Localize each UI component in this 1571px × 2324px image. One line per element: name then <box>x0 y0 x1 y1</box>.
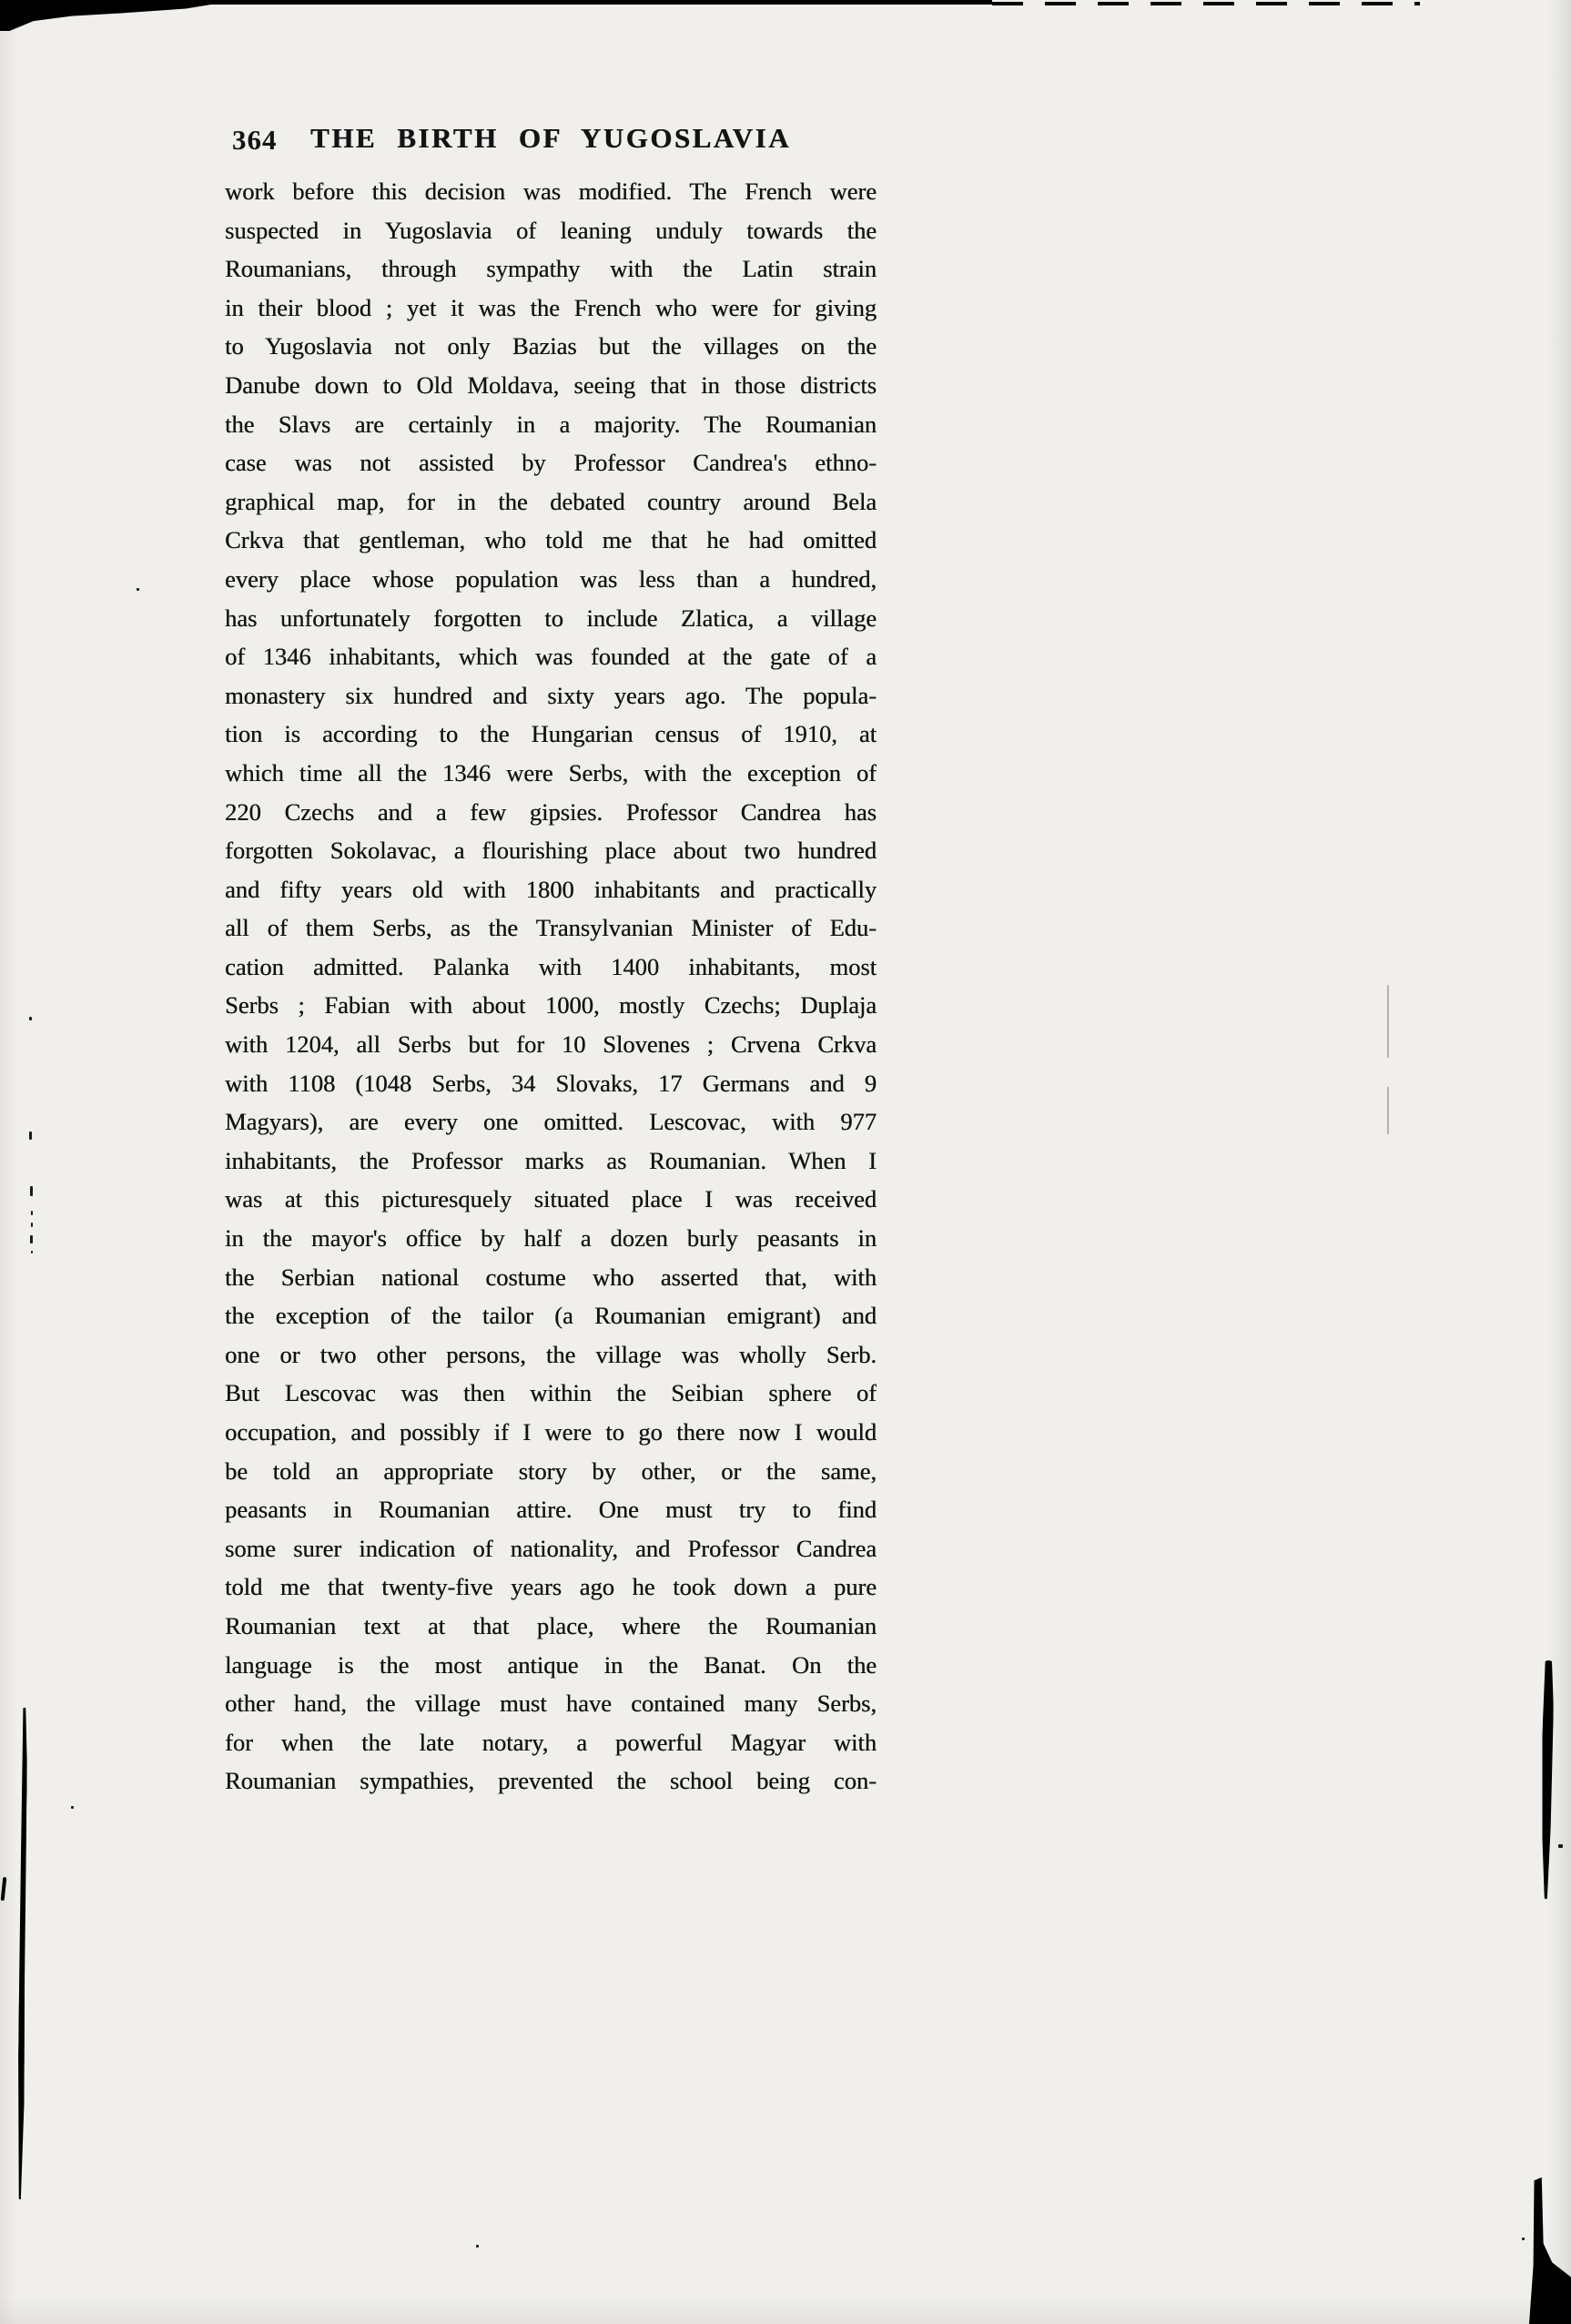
text-line: occupation, and possibly if I were to go there now I would <box>225 1418 877 1446</box>
text-line: Magyars), are every one omitted. Lescovac, with 977 <box>225 1108 877 1136</box>
text-line: graphical map, for in the debated country around Bela <box>225 487 877 515</box>
scan-artifact-right-pen-stroke <box>1541 1660 1555 1899</box>
scan-artifact-fold-line <box>1387 985 1389 1058</box>
page-title: THE BIRTH OF YUGOSLAVIA <box>310 122 791 154</box>
text-line: every place whose population was less than a hundred, <box>225 564 877 593</box>
text-line: be told an appropriate story by other, or the same, <box>225 1456 877 1485</box>
text-line: peasants in Roumanian attire. One must try to find <box>225 1496 877 1524</box>
text-line: the exception of the tailor (a Roumanian emigrant) and <box>225 1302 877 1330</box>
text-line: of 1346 inhabitants, which was founded at the gate of a <box>225 643 877 671</box>
scan-artifact-speck <box>476 2245 479 2248</box>
scan-artifact-speck <box>71 1806 74 1809</box>
text-line: cation admitted. Palanka with 1400 inhabitants, most <box>225 952 877 980</box>
text-line: case was not assisted by Professor Candrea's ethno- <box>225 449 877 477</box>
text-line: one or two other persons, the village was wholly Serb. <box>225 1340 877 1368</box>
scan-artifact-speck <box>29 1132 32 1140</box>
text-line: But Lescovac was then within the Seibian sphere of <box>225 1379 877 1407</box>
text-line: with 1108 (1048 Serbs, 34 Slovaks, 17 Germans and 9 <box>225 1069 877 1097</box>
scan-artifact-speck <box>30 1186 33 1196</box>
scan-artifact-speck <box>1522 2238 1525 2240</box>
scan-artifact-ink-specks <box>2 31 16 95</box>
scan-artifact-top-left-wedge <box>0 0 238 31</box>
text-line: to Yugoslavia not only Bazias but the villages on the <box>225 332 877 360</box>
text-line: Roumanian text at that place, where the Roumanian <box>225 1611 877 1639</box>
scan-artifact-speck <box>31 1251 33 1253</box>
text-line: the Serbian national costume who asserted that, with <box>225 1263 877 1291</box>
text-line: in their blood ; yet it was the French who were for giving <box>225 293 877 321</box>
text-line: the Slavs are certainly in a majority. The Roumanian <box>225 410 877 438</box>
text-line: suspected in Yugoslavia of leaning unduly towards the <box>225 216 877 244</box>
text-line: inhabitants, the Professor marks as Roumanian. When I <box>225 1146 877 1174</box>
text-line: was at this picturesquely situated place I was received <box>225 1185 877 1213</box>
text-line: work before this decision was modified. The French were <box>225 178 877 205</box>
text-line: language is the most antique in the Banat. On the <box>225 1650 877 1679</box>
body-text <box>225 172 877 1801</box>
scan-artifact-fold-line <box>1387 1087 1389 1134</box>
text-line: which time all the 1346 were Serbs, with the exception of <box>225 758 877 787</box>
text-line: all of them Serbs, as the Transylvanian Minister of Edu- <box>225 914 877 942</box>
text-line: Serbs ; Fabian with about 1000, mostly Czechs; Duplaja <box>225 991 877 1020</box>
text-line: tion is according to the Hungarian census of 1910, at <box>225 720 877 748</box>
text-line: monastery six hundred and sixty years ago. The popula- <box>225 681 877 709</box>
scan-artifact-speck <box>137 588 139 591</box>
text-line: told me that twenty-five years ago he took down a pure <box>225 1573 877 1601</box>
text-line: has unfortunately forgotten to include Zlatica, a village <box>225 604 877 632</box>
text-line: with 1204, all Serbs but for 10 Slovenes ; Crvena Crkva <box>225 1030 877 1059</box>
scan-artifact-left-edge-tick <box>1 1877 7 1901</box>
scan-artifact-speck <box>30 1235 33 1243</box>
page-number: 364 <box>232 124 278 156</box>
text-line: Crkva that gentleman, who told me that he had omitted <box>225 526 877 554</box>
scan-artifact-speck <box>1558 1844 1563 1848</box>
scan-artifact-top-dashed-line <box>992 2 1420 5</box>
scan-artifact-speck <box>29 1017 32 1020</box>
page-header <box>225 122 877 158</box>
text-line: forgotten Sokolavac, a flourishing place about two hundred <box>225 837 877 865</box>
scan-artifact-bottom-right-blob <box>1529 2177 1571 2324</box>
text-line: some surer indication of nationality, and Professor Candrea <box>225 1534 877 1562</box>
text-line: Roumanians, through sympathy with the Latin strain <box>225 255 877 283</box>
text-line: Roumanian sympathies, prevented the school being con- <box>225 1767 877 1795</box>
text-line: for when the late notary, a powerful Magyar with <box>225 1728 877 1756</box>
scan-artifact-speck <box>31 1223 33 1227</box>
text-line: other hand, the village must have contained many Serbs, <box>225 1690 877 1718</box>
text-line: in the mayor's office by half a dozen burly peasants in <box>225 1224 877 1253</box>
text-line: and fifty years old with 1800 inhabitants and practically <box>225 875 877 903</box>
scan-artifact-left-pen-stroke <box>17 1708 28 2199</box>
text-line: 220 Czechs and a few gipsies. Professor Candrea has <box>225 797 877 826</box>
scan-artifact-speck <box>31 1211 33 1215</box>
text-line: Danube down to Old Moldava, seeing that in those districts <box>225 370 877 399</box>
